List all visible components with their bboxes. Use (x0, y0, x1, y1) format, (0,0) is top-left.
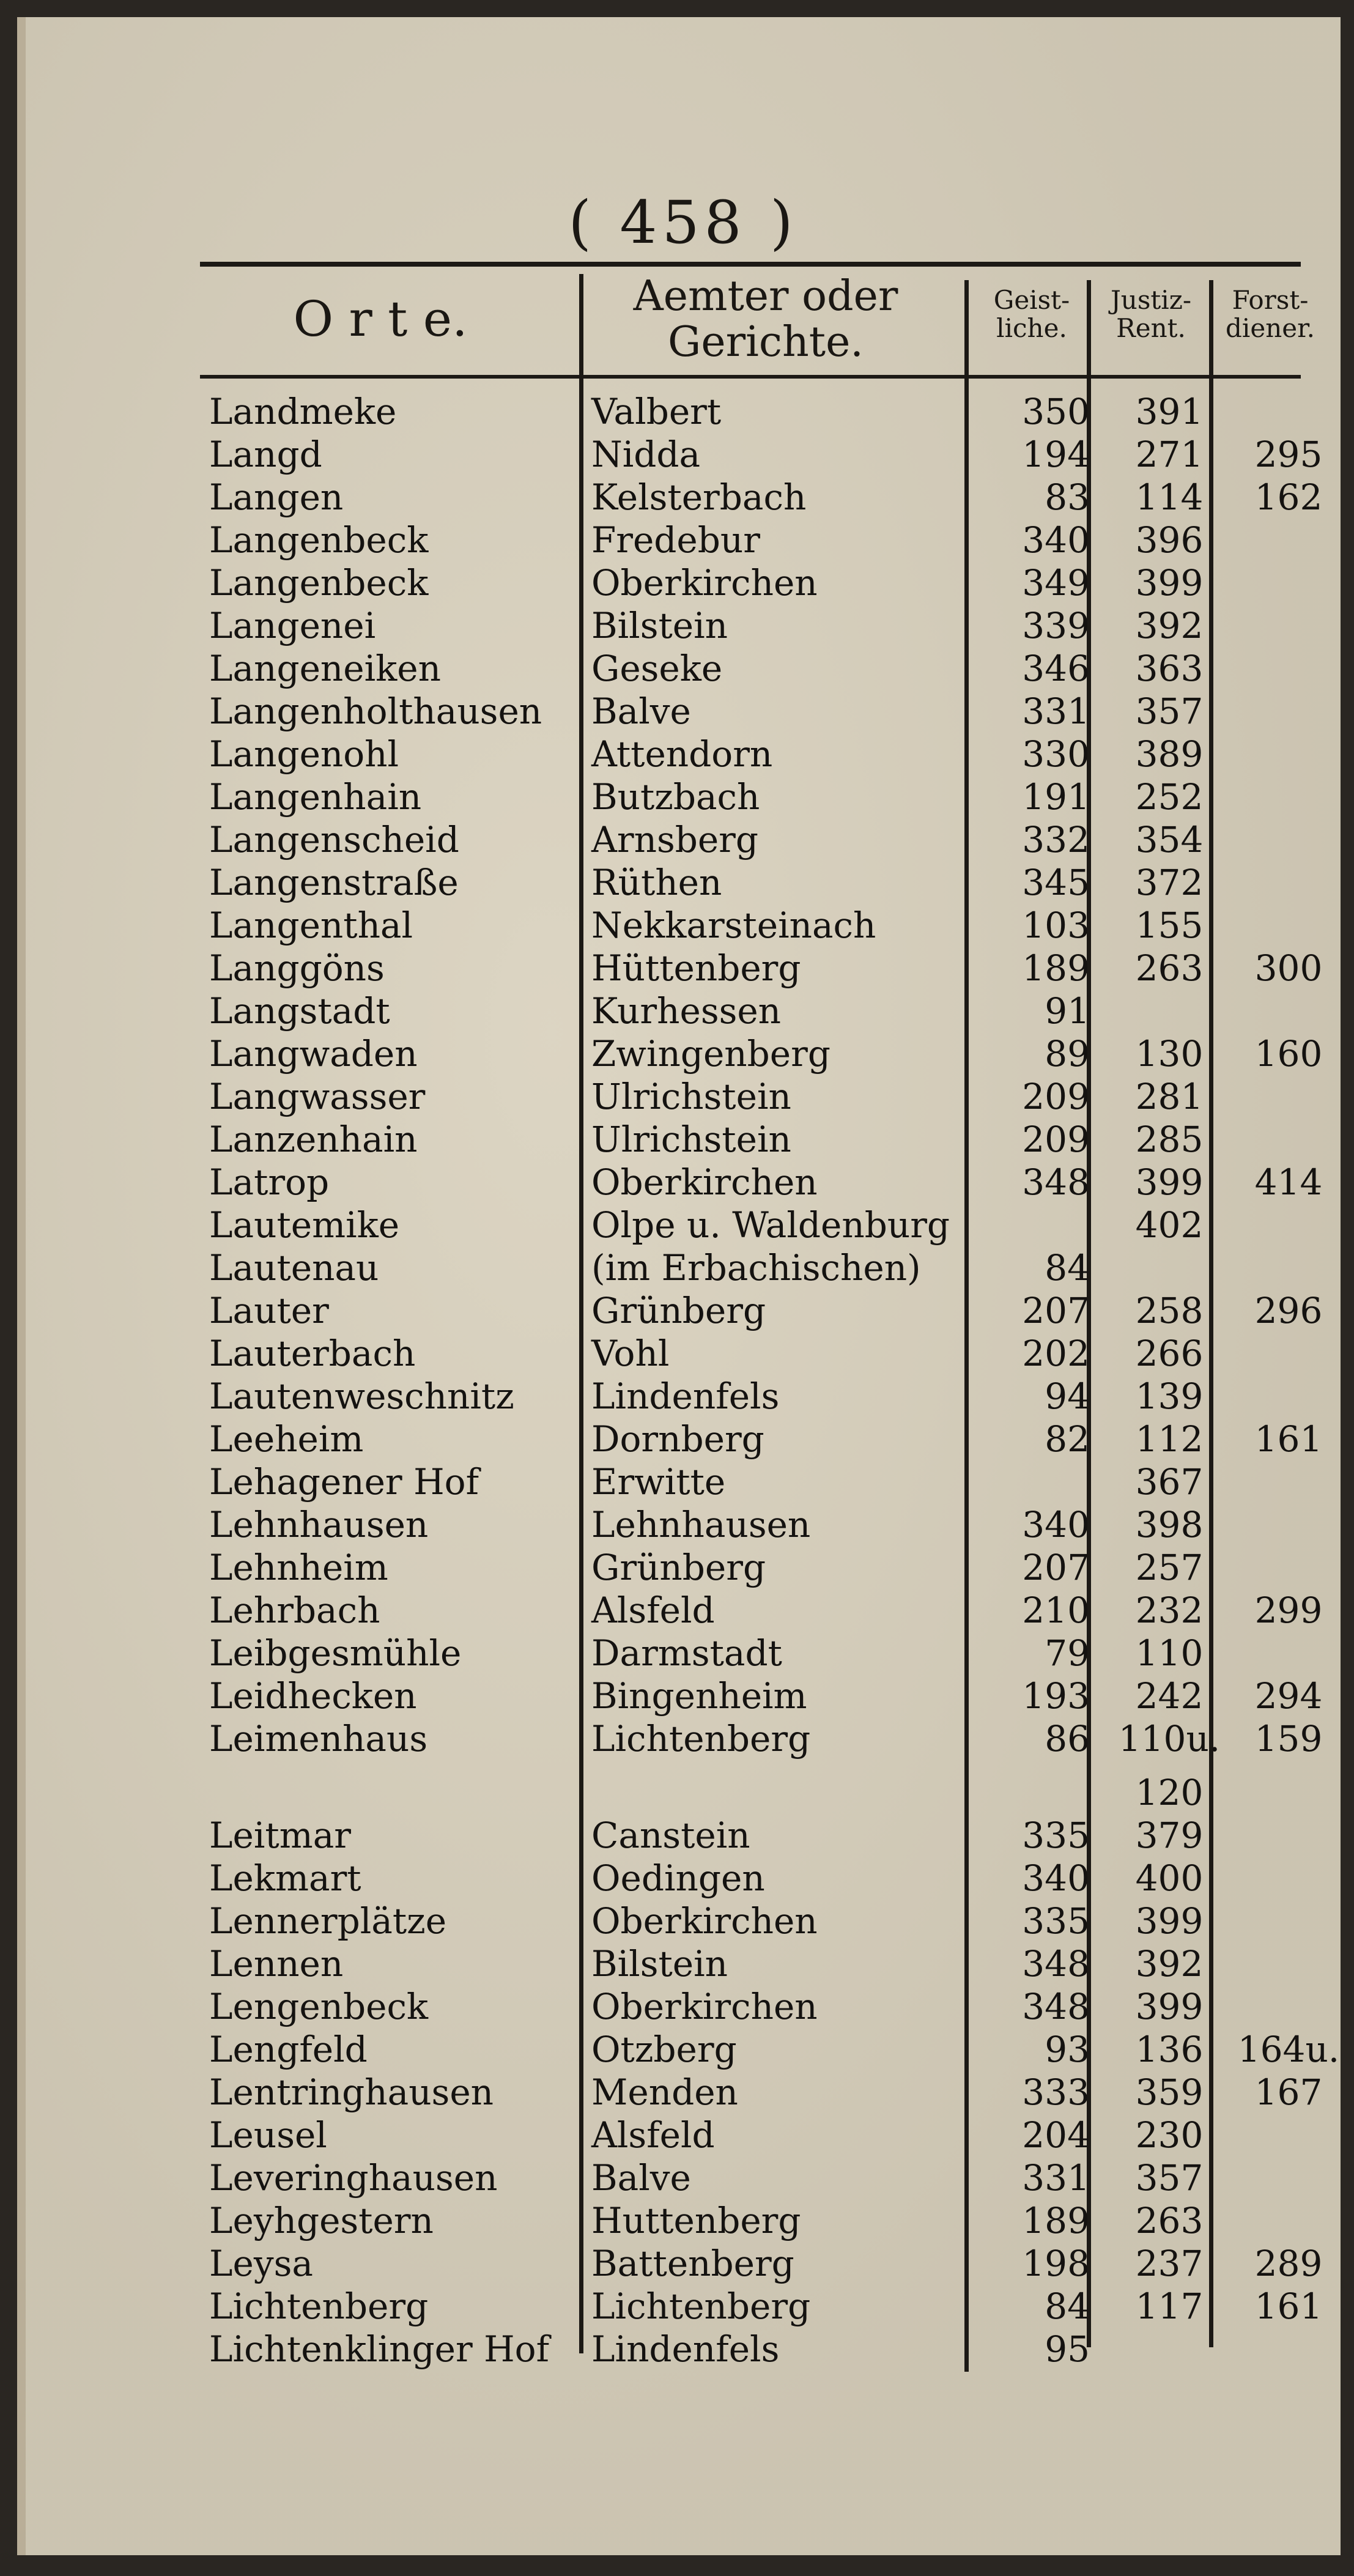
office-name: Kelsterbach (591, 476, 807, 518)
table-row (26, 690, 1341, 733)
justiz-value: 230 (1135, 2114, 1204, 2156)
office-name: Lehnhausen (591, 1504, 811, 1545)
table-row (26, 1589, 1341, 1632)
geistliche-value: 209 (1022, 1119, 1090, 1160)
geistliche-value: 79 (1045, 1632, 1090, 1674)
place-name: Lichtenklinger Hof (209, 2328, 550, 2370)
place-name: Langenbeck (209, 562, 429, 604)
table-row (26, 1900, 1341, 1942)
forst-value: 164u. (1237, 2029, 1340, 2070)
place-name: Langwaden (209, 1033, 418, 1075)
office-name: Oedingen (591, 1857, 765, 1899)
forst-value: 161 (1254, 1418, 1323, 1460)
justiz-value: 285 (1135, 1119, 1204, 1160)
geistliche-value: 348 (1022, 1943, 1090, 1985)
geistliche-value: 83 (1045, 476, 1090, 518)
justiz-value: 399 (1135, 1986, 1204, 2027)
place-name: Leibgesmühle (209, 1632, 462, 1674)
geistliche-value: 331 (1022, 690, 1090, 732)
header-geistliche: Geist-liche. (993, 285, 1070, 344)
table-row (26, 1032, 1341, 1075)
geistliche-value: 346 (1022, 648, 1090, 689)
office-name: Huttenberg (591, 2200, 801, 2241)
justiz-value: 263 (1135, 947, 1204, 989)
justiz-value: 359 (1135, 2071, 1204, 2113)
place-name: Langeneiken (209, 648, 441, 689)
office-name: Lindenfels (591, 2328, 780, 2370)
geistliche-value: 210 (1022, 1590, 1090, 1631)
header-justiz: Justiz-Rent. (1110, 285, 1192, 344)
table-row (26, 733, 1341, 775)
office-name: Alsfeld (591, 1590, 715, 1631)
forst-value: 160 (1254, 1033, 1323, 1075)
place-name: Langenstraße (209, 862, 459, 903)
justiz-value: 263 (1135, 2200, 1204, 2241)
header-orte: O r t e. (293, 291, 468, 347)
geistliche-value: 335 (1022, 1900, 1090, 1942)
table-row (26, 1289, 1341, 1332)
geistliche-value: 94 (1045, 1375, 1090, 1417)
place-name: Lichtenberg (209, 2285, 429, 2327)
table-row (26, 1632, 1341, 1675)
office-name: Balve (591, 2157, 691, 2199)
geistliche-value: 349 (1022, 562, 1090, 604)
geistliche-value: 86 (1045, 1718, 1090, 1760)
office-name: Ulrichstein (591, 1076, 791, 1117)
justiz-value: 391 (1135, 391, 1204, 432)
table-row (26, 561, 1341, 604)
table-row (26, 1075, 1341, 1118)
justiz-value: 399 (1135, 1161, 1204, 1203)
geistliche-value: 331 (1022, 2157, 1090, 2199)
forst-value: 296 (1254, 1290, 1323, 1331)
table-row (26, 861, 1341, 904)
geistliche-value: 350 (1022, 391, 1090, 432)
justiz-value: 372 (1135, 862, 1204, 903)
office-name: Nidda (591, 434, 701, 475)
forst-value: 414 (1254, 1161, 1323, 1203)
office-name: Olpe u. Waldenburg (591, 1204, 950, 1246)
place-name: Lautenau (209, 1247, 379, 1289)
table-row (26, 1717, 1341, 1760)
office-name: Nekkarsteinach (591, 905, 876, 946)
table-row (26, 1546, 1341, 1589)
office-name: Canstein (591, 1815, 750, 1856)
justiz-value: 392 (1135, 605, 1204, 646)
justiz-value: 237 (1135, 2243, 1204, 2284)
justiz-value: 400 (1135, 1857, 1204, 1899)
justiz-value: 242 (1135, 1675, 1204, 1717)
justiz-value: 281 (1135, 1076, 1204, 1117)
office-name: Rüthen (591, 862, 722, 903)
justiz-value: 258 (1135, 1290, 1204, 1331)
place-name: Leyhgestern (209, 2200, 434, 2241)
table-row (26, 2242, 1341, 2285)
geistliche-value: 332 (1022, 819, 1090, 861)
office-name: Attendorn (591, 733, 773, 775)
justiz-value: 399 (1135, 562, 1204, 604)
place-name: Leveringhausen (209, 2157, 498, 2199)
place-name: Lehnheim (209, 1547, 388, 1588)
geistliche-value: 198 (1022, 2243, 1090, 2284)
table-row (26, 818, 1341, 861)
justiz-value: 354 (1135, 819, 1204, 861)
place-name: Lehrbach (209, 1590, 380, 1631)
place-name: Lautenweschnitz (209, 1375, 514, 1417)
geistliche-value: 333 (1022, 2071, 1090, 2113)
office-name: Oberkirchen (591, 1161, 818, 1203)
table-row (26, 2199, 1341, 2242)
office-name: Dornberg (591, 1418, 764, 1460)
justiz-value: 266 (1135, 1333, 1204, 1374)
place-name: Langenei (209, 605, 376, 646)
table-row (26, 775, 1341, 818)
office-name: Geseke (591, 648, 723, 689)
table-row (26, 1118, 1341, 1161)
justiz-value: 252 (1135, 776, 1204, 818)
geistliche-value: 202 (1022, 1333, 1090, 1374)
geistliche-value: 189 (1022, 947, 1090, 989)
place-name: Langenbeck (209, 519, 429, 561)
forst-value: 162 (1254, 476, 1323, 518)
geistliche-value: 95 (1045, 2328, 1090, 2370)
geistliche-value: 204 (1022, 2114, 1090, 2156)
justiz-value: 136 (1135, 2029, 1204, 2070)
geistliche-value: 93 (1045, 2029, 1090, 2070)
place-name: Leusel (209, 2114, 327, 2156)
place-name: Lennen (209, 1943, 344, 1985)
place-name: Langenhain (209, 776, 422, 818)
justiz-value: 399 (1135, 1900, 1204, 1942)
justiz-value: 402 (1135, 1204, 1204, 1246)
place-name: Lehnhausen (209, 1504, 429, 1545)
office-name: Kurhessen (591, 990, 782, 1032)
justiz-value: 396 (1135, 519, 1204, 561)
geistliche-value: 103 (1022, 905, 1090, 946)
table-row (26, 947, 1341, 990)
office-name: Butzbach (591, 776, 760, 818)
geistliche-value: 348 (1022, 1986, 1090, 2027)
place-name: Leeheim (209, 1418, 364, 1460)
geistliche-value: 348 (1022, 1161, 1090, 1203)
office-name: Lindenfels (591, 1375, 780, 1417)
place-name: Langwasser (209, 1076, 426, 1117)
place-name: Langstadt (209, 990, 390, 1032)
table-row (26, 1460, 1341, 1503)
office-name: Erwitte (591, 1461, 726, 1503)
justiz-value: 257 (1135, 1547, 1204, 1588)
table-row (26, 1503, 1341, 1546)
office-name: Bingenheim (591, 1675, 807, 1717)
office-name: Balve (591, 690, 691, 732)
table-row (26, 2285, 1341, 2328)
geistliche-value: 89 (1045, 1033, 1090, 1075)
table-row (26, 2328, 1341, 2371)
office-name: Alsfeld (591, 2114, 715, 2156)
place-name: Lentringhausen (209, 2071, 494, 2113)
header-aemter: Aemter oder Gerichte. (633, 272, 898, 366)
geistliche-value: 84 (1045, 2285, 1090, 2327)
office-name: (im Erbachischen) (591, 1247, 921, 1289)
office-name: Zwingenberg (591, 1033, 831, 1075)
place-name: Leysa (209, 2243, 313, 2284)
geistliche-value: 193 (1022, 1675, 1090, 1717)
table-row (26, 1942, 1341, 1985)
office-name: Darmstadt (591, 1632, 782, 1674)
place-name: Leidhecken (209, 1675, 417, 1717)
table-row (26, 1418, 1341, 1460)
geistliche-value: 82 (1045, 1418, 1090, 1460)
place-name: Lautemike (209, 1204, 400, 1246)
office-name: Vohl (591, 1333, 670, 1374)
office-name: Grünberg (591, 1290, 766, 1331)
place-name: Langenohl (209, 733, 399, 775)
office-name: Arnsberg (591, 819, 759, 861)
office-name: Oberkirchen (591, 1900, 818, 1942)
forst-value: 159 (1254, 1718, 1323, 1760)
justiz-value: 110 (1135, 1632, 1204, 1674)
justiz-value: 120 (1135, 1772, 1204, 1813)
table-row (26, 604, 1341, 647)
table-row (26, 1161, 1341, 1204)
justiz-value: 117 (1135, 2285, 1204, 2327)
justiz-value: 139 (1135, 1375, 1204, 1417)
forst-value: 294 (1254, 1675, 1323, 1717)
geistliche-value: 340 (1022, 1504, 1090, 1545)
office-name: Fredebur (591, 519, 760, 561)
place-name: Latrop (209, 1161, 330, 1203)
place-name: Lengfeld (209, 2029, 368, 2070)
justiz-value: 130 (1135, 1033, 1204, 1075)
table-row (26, 519, 1341, 561)
office-name: Lichtenberg (591, 1718, 811, 1760)
geistliche-value: 91 (1045, 990, 1090, 1032)
table-row (26, 1204, 1341, 1246)
justiz-value: 271 (1135, 434, 1204, 475)
table-row (26, 1857, 1341, 1900)
place-name: Langd (209, 434, 322, 475)
table-row (26, 1675, 1341, 1717)
book-page (17, 17, 1341, 2555)
geistliche-value: 330 (1022, 733, 1090, 775)
office-name: Ulrichstein (591, 1119, 791, 1160)
justiz-value: 392 (1135, 1943, 1204, 1985)
forst-value: 300 (1254, 947, 1323, 989)
place-name: Langgöns (209, 947, 385, 989)
table-row (26, 433, 1341, 476)
geistliche-value: 189 (1022, 2200, 1090, 2241)
justiz-value: 110u. (1118, 1718, 1221, 1760)
justiz-value: 379 (1135, 1815, 1204, 1856)
place-name: Lehagener Hof (209, 1461, 479, 1503)
geistliche-value: 84 (1045, 1247, 1090, 1289)
geistliche-value: 194 (1022, 434, 1090, 475)
office-name: Battenberg (591, 2243, 794, 2284)
page-number: ( 458 ) (568, 188, 798, 257)
place-name: Leimenhaus (209, 1718, 428, 1760)
justiz-value: 357 (1135, 2157, 1204, 2199)
table-row (26, 1246, 1341, 1289)
table-row (26, 1985, 1341, 2028)
forst-value: 167 (1254, 2071, 1323, 2113)
geistliche-value: 207 (1022, 1290, 1090, 1331)
place-name: Leitmar (209, 1815, 351, 1856)
place-name: Langenscheid (209, 819, 459, 861)
forst-value: 295 (1254, 434, 1323, 475)
table-row (26, 990, 1341, 1032)
justiz-value: 112 (1135, 1418, 1204, 1460)
office-name: Oberkirchen (591, 562, 818, 604)
place-name: Lanzenhain (209, 1119, 418, 1160)
geistliche-value: 339 (1022, 605, 1090, 646)
table-row (26, 1814, 1341, 1857)
justiz-value: 114 (1135, 476, 1204, 518)
justiz-value: 232 (1135, 1590, 1204, 1631)
forst-value: 299 (1254, 1590, 1323, 1631)
table-row (26, 1332, 1341, 1375)
forst-value: 289 (1254, 2243, 1323, 2284)
header-bottom-rule (200, 375, 1301, 379)
office-name: Bilstein (591, 1943, 728, 1985)
header-top-rule (200, 262, 1301, 267)
office-name: Lichtenberg (591, 2285, 811, 2327)
office-name: Bilstein (591, 605, 728, 646)
place-name: Langenthal (209, 905, 413, 946)
justiz-value: 363 (1135, 648, 1204, 689)
office-name: Otzberg (591, 2029, 737, 2070)
office-name: Grünberg (591, 1547, 766, 1588)
geistliche-value: 209 (1022, 1076, 1090, 1117)
office-name: Valbert (591, 391, 722, 432)
table-row (26, 2028, 1341, 2071)
place-name: Langenholthausen (209, 690, 542, 732)
place-name: Lengenbeck (209, 1986, 429, 2027)
place-name: Langen (209, 476, 344, 518)
office-name: Hüttenberg (591, 947, 801, 989)
justiz-value: 357 (1135, 690, 1204, 732)
table-row (26, 904, 1341, 947)
justiz-value: 155 (1135, 905, 1204, 946)
table-row (26, 2156, 1341, 2199)
justiz-value: 389 (1135, 733, 1204, 775)
header-forst: Forst-diener. (1226, 285, 1315, 344)
place-name: Landmeke (209, 391, 397, 432)
place-name: Lauter (209, 1290, 329, 1331)
geistliche-value: 345 (1022, 862, 1090, 903)
table-row (26, 2071, 1341, 2114)
justiz-value: 398 (1135, 1504, 1204, 1545)
forst-value: 161 (1254, 2285, 1323, 2327)
office-name: Oberkirchen (591, 1986, 818, 2027)
table-row (26, 476, 1341, 519)
geistliche-value: 191 (1022, 776, 1090, 818)
place-name: Lennerplätze (209, 1900, 447, 1942)
table-row (26, 1771, 1341, 1814)
table-row (26, 647, 1341, 690)
table-row (26, 390, 1341, 433)
geistliche-value: 335 (1022, 1815, 1090, 1856)
geistliche-value: 340 (1022, 519, 1090, 561)
geistliche-value: 207 (1022, 1547, 1090, 1588)
justiz-value: 367 (1135, 1461, 1204, 1503)
place-name: Lekmart (209, 1857, 361, 1899)
table-row (26, 2114, 1341, 2156)
table-row (26, 1375, 1341, 1418)
geistliche-value: 340 (1022, 1857, 1090, 1899)
place-name: Lauterbach (209, 1333, 416, 1374)
office-name: Menden (591, 2071, 738, 2113)
